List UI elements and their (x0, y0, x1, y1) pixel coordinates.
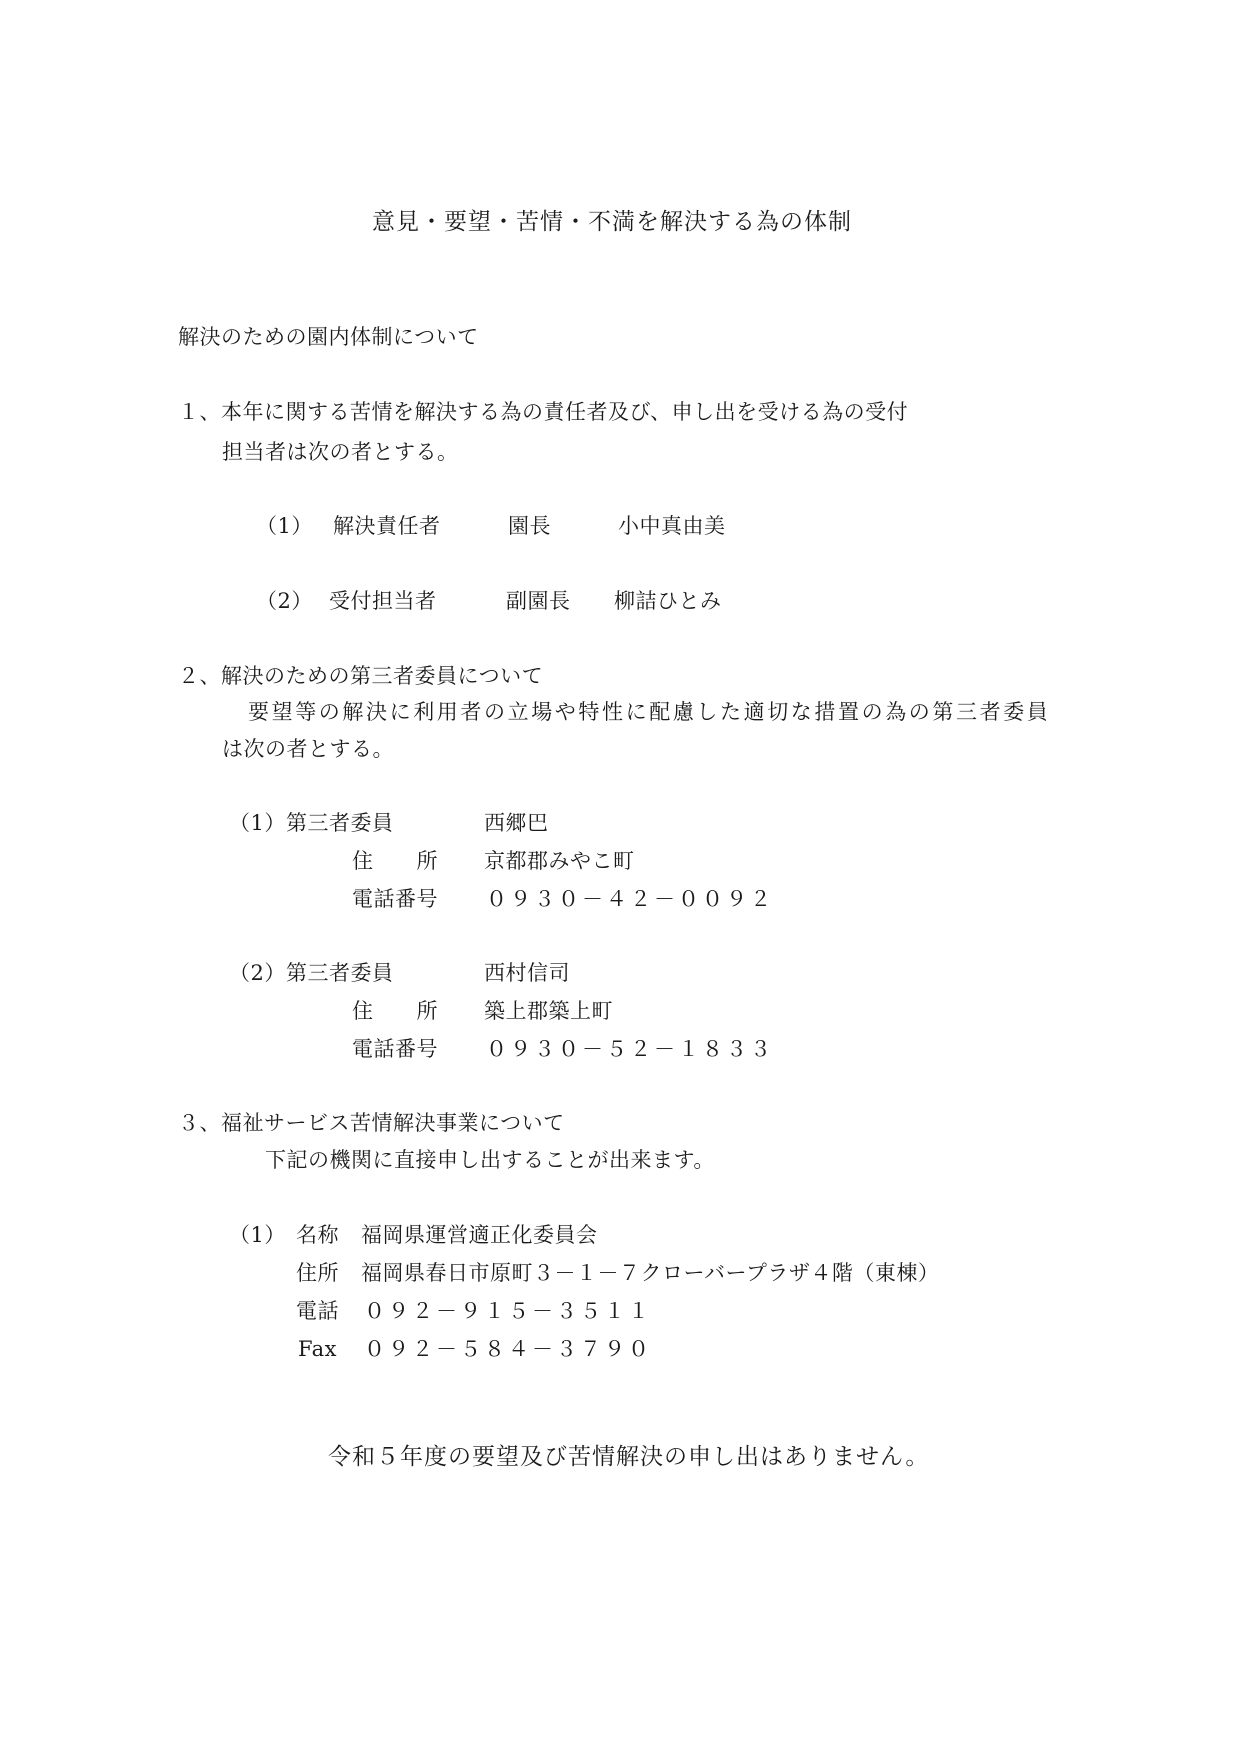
org-phone-label: 電話 (296, 1299, 339, 1323)
org-fax-label: Fax (298, 1337, 338, 1361)
org-phone: ０９２－９１５－３５１１ (364, 1299, 652, 1323)
section3-body: 下記の機関に直接申し出することが出来ます。 (265, 1148, 715, 1172)
org-num: （1） (229, 1223, 286, 1247)
member2-num: （2） (229, 961, 286, 985)
member1-phone-label: 電話番号 (352, 887, 438, 911)
responsible-position: 園長 (508, 514, 551, 538)
member1-name: 西郷巴 (484, 811, 549, 835)
closing-statement: 令和５年度の要望及び苦情解決の申し出はありません。 (328, 1444, 930, 1470)
member1-role: 第三者委員 (286, 811, 394, 835)
member2-phone: ０９３０－５２－１８３３ (486, 1037, 774, 1061)
member1-address: 京都郡みやこ町 (484, 849, 635, 873)
member1-address-label: 住 所 (352, 849, 438, 873)
responsible-num: （1） (256, 514, 313, 538)
section1-heading: １、本年に関する苦情を解決する為の責任者及び、申し出を受ける為の受付 (178, 400, 909, 424)
member1-phone: ０９３０－４２－００９２ (486, 887, 774, 911)
member2-phone-label: 電話番号 (352, 1037, 438, 1061)
responsible-name: 小中真由美 (618, 514, 726, 538)
receptionist-name: 柳詰ひとみ (614, 589, 722, 613)
receptionist-position: 副園長 (506, 589, 571, 613)
section1-heading-cont: 担当者は次の者とする。 (222, 440, 459, 464)
section2-body-line2: は次の者とする。 (222, 737, 394, 761)
member1-num: （1） (229, 811, 286, 835)
section2-heading: ２、解決のための第三者委員について (178, 664, 544, 688)
member2-address: 築上郡築上町 (484, 999, 613, 1023)
section2-body-line1: 要望等の解決に利用者の立場や特性に配慮した適切な措置の為の第三者委員 (248, 700, 1051, 724)
org-name: 福岡県運営適正化委員会 (361, 1223, 598, 1247)
receptionist-role: 受付担当者 (329, 589, 437, 613)
responsible-role: 解決責任者 (333, 514, 441, 538)
page-title: 意見・要望・苦情・不満を解決する為の体制 (372, 209, 852, 235)
org-name-label: 名称 (296, 1223, 339, 1247)
intro-heading: 解決のための園内体制について (178, 325, 479, 349)
org-address-label: 住所 (296, 1261, 339, 1285)
member2-name: 西村信司 (484, 961, 570, 985)
receptionist-num: （2） (256, 589, 313, 613)
member2-address-label: 住 所 (352, 999, 438, 1023)
member2-role: 第三者委員 (286, 961, 394, 985)
org-fax: ０９２－５８４－３７９０ (364, 1337, 652, 1361)
section3-heading: ３、福祉サービス苦情解決事業について (178, 1111, 565, 1135)
org-address: 福岡県春日市原町３－１－７クローバープラザ４階（東棟） (361, 1261, 940, 1285)
